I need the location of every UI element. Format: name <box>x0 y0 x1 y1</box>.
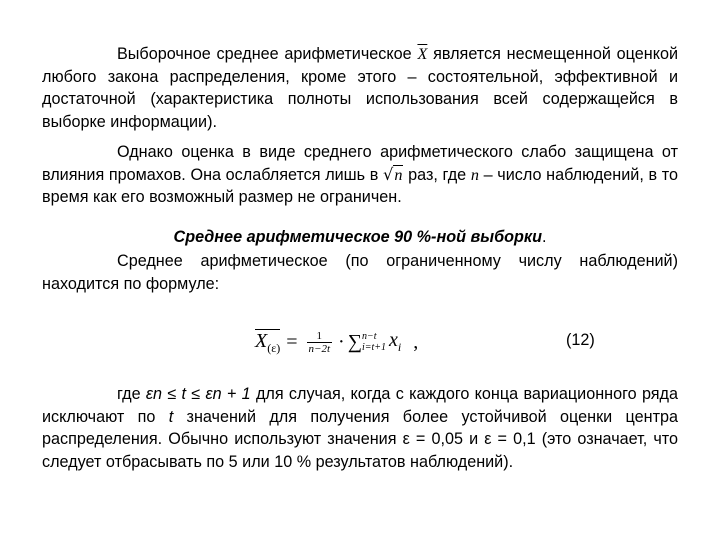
paragraph-formula-intro: Среднее арифметическое (по ограниченному числу наблюдений) находится по формуле: <box>42 252 678 293</box>
p1-text-before: Выборочное среднее арифметическое <box>117 45 418 63</box>
variable-t: t <box>168 407 174 426</box>
formula-lhs-subscript: (ε) <box>267 340 281 355</box>
formula-fraction <box>307 330 332 355</box>
p2-text-after: – число наблюдений, в то время как его возможный размер не ограничен. <box>42 165 678 206</box>
formula-term-symbol: x <box>389 329 398 351</box>
sigma-icon: ∑ <box>347 330 362 353</box>
section-title <box>42 226 678 248</box>
p2-text-middle: раз, где <box>403 165 471 184</box>
formula-comma: , <box>413 330 419 353</box>
p4-lead: где <box>117 385 146 403</box>
formula-term-subscript: i <box>397 340 402 354</box>
formula-dot: · <box>338 330 345 353</box>
sqrt-icon: √ <box>383 164 394 184</box>
formula-trimmed-mean <box>255 322 418 362</box>
paragraph-mean-properties <box>42 43 678 133</box>
sum-upper-limit: n−t <box>361 331 377 342</box>
sum-limits <box>362 331 386 353</box>
paragraph-outlier-sensitivity <box>42 141 678 209</box>
p2-text-before: Однако оценка в виде среднего арифметического слабо защищена от влияния промахов. Она ослабляется лишь в <box>42 143 678 184</box>
section-title-text: Среднее арифметическое 90 %-ной выборки <box>173 228 542 246</box>
section-title-period: . <box>542 228 547 246</box>
x-bar-symbol: $\overline{X}$ <box>417 45 428 63</box>
formula-lhs <box>255 329 280 356</box>
sqrt-argument: n <box>394 165 403 184</box>
p4-text-rest: значений для получения более устойчивой оценки центра распределения. Обычно используют значения ε = 0,05 и ε = 0,1 (это означает, что следует отбрасывать по 5 или 10 % результатов наблюдений). <box>42 407 678 471</box>
variable-n: n <box>470 165 479 184</box>
p4-condition: εn ≤ t ≤ εn + 1 <box>145 385 251 403</box>
fraction-numerator: 1 <box>316 329 323 342</box>
equation-number: (12) <box>566 331 595 349</box>
fraction-denominator: n−2t <box>308 342 331 355</box>
paragraph-formula-conditions <box>42 383 678 473</box>
formula-lhs-symbol: X <box>255 329 268 352</box>
formula-term <box>389 329 401 355</box>
p4-text-middle: для случая, когда с каждого конца вариационного ряда исключают по <box>42 385 678 426</box>
sum-lower-limit: i=t+1 <box>361 342 387 353</box>
p1-text-after: является несмещенной оценкой любого закона распределения, кроме этого – состоятельной, эффективной и достаточной (характеристика полноты использования всей содержащейся в выборке информации). <box>42 45 679 131</box>
formula-equals: = <box>286 330 298 353</box>
